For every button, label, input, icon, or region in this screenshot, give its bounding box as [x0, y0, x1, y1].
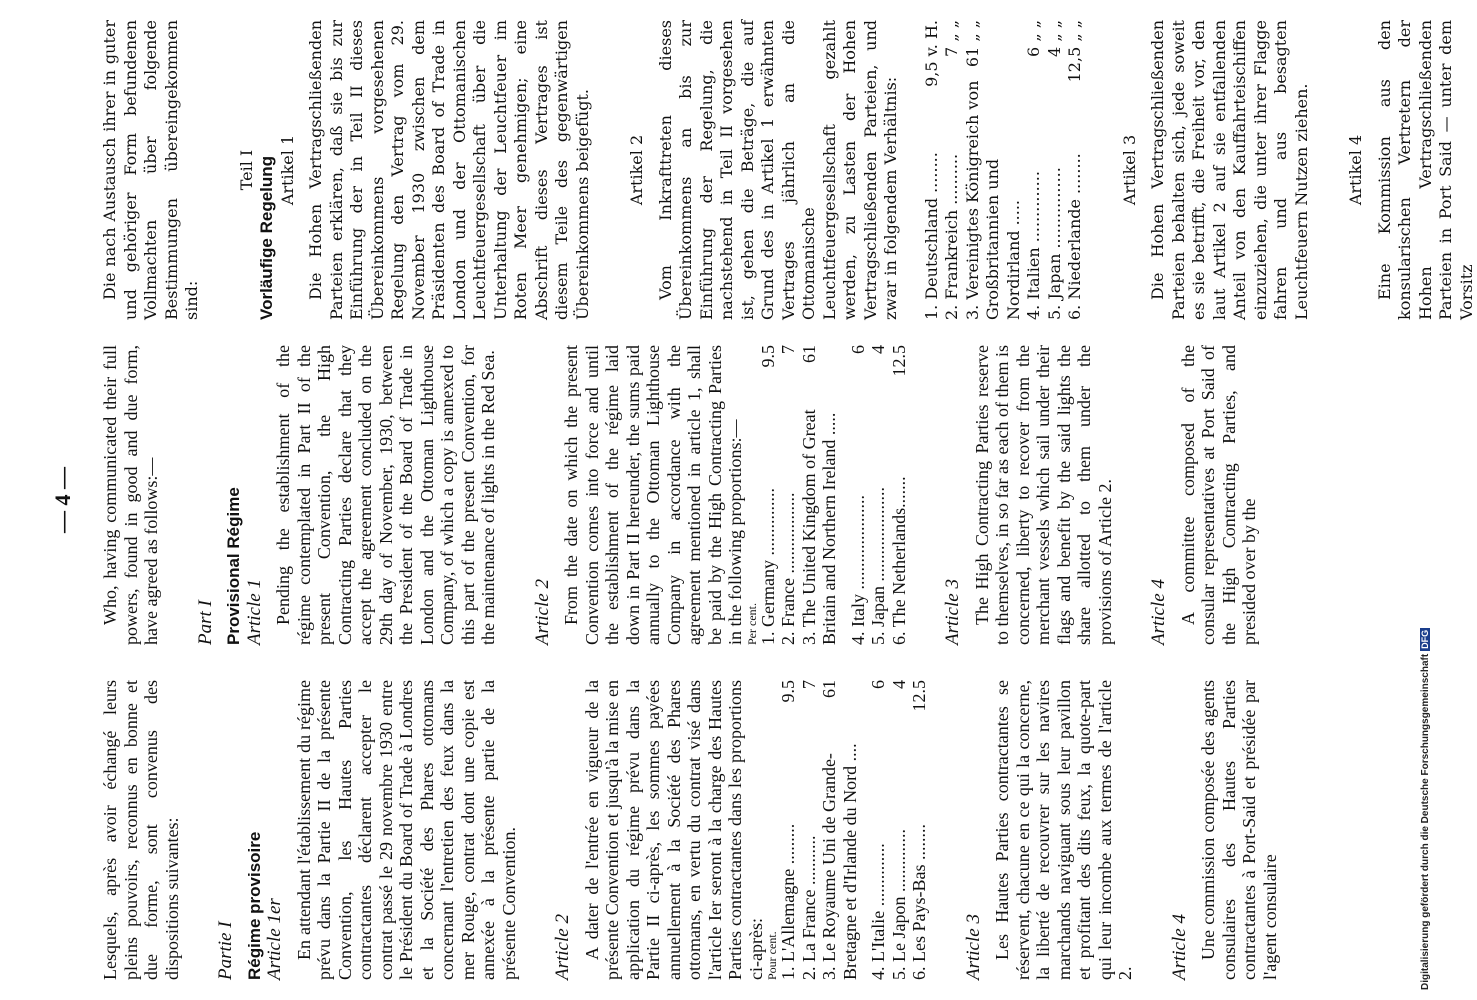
list-item: 4. Italien .............. 6 „ „	[1024, 20, 1043, 320]
english-article-2-text: From the date on which the present Convention comes into force and until the establishment of the régime laid down in Part II hereunder, the sums paid annually to the Ottoman Lighthouse Company in accordance with the agreement mentioned in article 1, shall be paid by the High Contracting Parties in the following proportions:—	[561, 345, 745, 645]
list-item: 6. Niederlande ........ 12,5 „ „	[1065, 20, 1084, 320]
french-article-3-heading: Article 3	[962, 914, 984, 980]
list-item: 6. Les Pays-Bas ........ 12.5	[909, 680, 929, 980]
list-item: 3. Vereinigtes Königreich von Großbritannien und Nordirland ..... 61 „ „	[962, 20, 1023, 320]
english-column	[100, 345, 1260, 645]
english-article-3-text: The High Contracting Parties reserve to themselves, in so far as each of them is concerned, liberty to recover from the merchant vessels which sail under their flags and benefit by the said lights the share allotted to them under the provisions of Article 2.	[971, 345, 1115, 645]
german-article-1-text: Die Hohen Vertragschließenden Parteien erklären, daß sie bis zur Einführung der in Teil II dieses Übereinkommens vorgesehenen Regelung den Vertrag vom 29. November 1930 zwischen dem Präsidenten des Board of Trade in London und der Ottomanischen Leuchtfeuergesellschaft über die Unterhaltung der Leuchtfeuer im Roten Meer genehmigen; eine Abschrift dieses Vertrages ist diesem Teile des gegenwärtigen Übereinkommens beigefügt.	[306, 20, 592, 320]
list-item: 1. Deutschland ........ 9,5 v. H.	[921, 20, 941, 320]
list-item: 5. Japan ................ 4 „ „	[1044, 20, 1064, 320]
german-part-heading: Teil I	[236, 149, 256, 191]
list-item: 2. France .................. 7	[778, 345, 798, 645]
french-column	[100, 680, 1280, 980]
french-article-3-text: Les Hautes Parties contractantes se réservent, chacune en ce qui la concerne, la liberté de recouvrer sur les navires marchands naviguant sous leur pavillon et profitant des dits feux, la quote-part qui leur incombe aux termes de l'article 2.	[992, 680, 1135, 980]
english-article-4-heading: Article 4	[1148, 579, 1169, 645]
english-article-1-heading: Article 1	[243, 579, 265, 645]
german-part-title: Vorläufige Regelung	[257, 155, 276, 320]
list-item: 5. Japan ..................... 4	[868, 345, 888, 645]
english-part-heading: Part I	[194, 600, 216, 645]
list-item: 2. La France ........... 7	[798, 680, 819, 980]
english-article-3-heading: Article 3	[942, 579, 963, 645]
french-proportions-list	[778, 680, 930, 980]
german-article-4-text: Eine Kommission aus den konsularischen Vertretern der Hohen Vertragschließenden Parteien in Port Said — unter dem Vorsitz	[1374, 20, 1476, 320]
list-item: 2. Frankreich .......... 7 „ „	[942, 20, 961, 320]
german-intro: Die nach Austausch ihrer in guter und gehöriger Form befundenen Vollmachten über folgende Bestimmungen übereingekommen sind:	[100, 20, 201, 320]
french-article-1-heading: Article 1er	[264, 898, 285, 980]
english-article-2-heading: Article 2	[531, 579, 553, 645]
french-article-1-text: En attendant l'établissement du régime prévu dans la Partie II de la présente Convention, les Hautes Parties contractantes déclarent accepter le contrat passé le 29 novembre 1930 entre le Président du Board of Trade à Londres et la Société des Phares ottomans concernant l'entretien des feux dans la mer Rouge, contrat dont une copie est annexée à la présente partie de la présente Convention.	[293, 680, 519, 980]
digitization-note	[1420, 628, 1431, 990]
french-unit-label: Pour cent.	[765, 931, 779, 980]
french-article-4-text: Une commission composée des agents consulaires des Hautes Parties contractantes à Port-Said et présidée par l'agent consulaire	[1198, 680, 1280, 980]
french-part-title: Régime provisoire	[244, 831, 264, 980]
dfg-logo: DFG	[1420, 629, 1430, 649]
german-proportions-list	[922, 20, 1086, 320]
list-item: 4. L'Italie .............. 6	[868, 680, 888, 980]
list-item: 1. L'Allemagne ......... 9.5	[778, 680, 798, 980]
english-article-4-text: A committee composed of the consular representatives at Port Said of the High Contracting Parties, and presided over by the	[1177, 345, 1259, 645]
list-item: 3. Le Royaume Uni de Grande-Bretagne et d'Irlande du Nord .... 61	[819, 680, 860, 980]
german-column	[100, 20, 1477, 320]
english-part-title: Provisional Régime	[224, 487, 243, 645]
english-article-1-text: Pending the establishment of the régime contemplated in Part II of the present Convention, the High Contracting Parties declare that they accept the agreement concluded on the 29th day of November, 1930, between the President of the Board of Trade in London and the Ottoman Lighthouse Company, of which a copy is annexed to this part of the present Convention, for the maintenance of lights in the Red Sea.	[273, 345, 498, 645]
list-item: 6. The Netherlands....... 12.5	[888, 345, 909, 645]
german-article-3-text: Die Hohen Vertragschließenden Parteien behalten sich, jede soweit es sie betrifft, die Freiheit vor, den laut Artikel 2 auf sie entfallenden Anteil von den Kauffahrteischiffen einzuziehen, die unter ihrer Flagge fahren und aus besagten Leuchtfeuern Nutzen ziehen.	[1148, 20, 1311, 320]
list-item: 1. Germany ............... 9.5	[757, 345, 778, 645]
english-proportions-list	[758, 345, 910, 645]
list-item: 4. Italy ..................... 6	[847, 345, 868, 645]
french-article-2-heading: Article 2	[552, 914, 573, 980]
english-unit-label: Per cent.	[744, 603, 759, 645]
list-item: 3. The United Kingdom of Great Britain and Northern Ireland ..... 61	[798, 345, 839, 645]
french-part-heading: Partie I	[215, 921, 236, 980]
french-intro: Lesquels, après avoir échangé leurs pleins pouvoirs, reconnus en bonne et due forme, sont convenus des dispositions suivantes:	[100, 680, 182, 980]
french-article-2-text: A dater de l'entrée en vigueur de la présente Convention et jusqu'à la mise en application du régime prévu dans la Partie II ci-après, les sommes payées annuellement à la Société des Phares ottomans, en vertu du contrat visé dans l'article Ier seront à la charge des Hautes Parties contractantes dans les proportions ci-après:	[581, 680, 766, 980]
german-article-1-heading: Artikel 1	[277, 134, 297, 206]
english-intro: Who, having communicated their full powers, found in good and due form, have agreed as follows:—	[100, 345, 161, 645]
german-article-2-heading: Artikel 2	[627, 134, 646, 206]
digitization-note-text: Digitalisierung gefördert durch die Deutsche Forschungsgemeinschaft	[1420, 653, 1431, 990]
french-article-4-heading: Article 4	[1168, 914, 1190, 980]
list-item: 5. Le Japon .............. 4	[888, 680, 909, 980]
page-number: — 4 —	[50, 467, 75, 533]
german-article-2-text: Vom Inkrafttreten dieses Übereinkommens an bis zur Einführung der Regelung, die nachstehend in Teil II vorgesehen ist, gehen die Beträge, die auf Grund des in Artikel 1 erwähnten Vertrages jährlich an die Ottomanische Leuchtfeuergesellschaft gezahlt werden, zu Lasten der Hohen Vertragschließenden Parteien, und zwar in folgendem Verhältnis:	[655, 20, 900, 320]
german-article-3-heading: Artikel 3	[1119, 134, 1139, 206]
german-article-4-heading: Artikel 4	[1346, 134, 1365, 206]
